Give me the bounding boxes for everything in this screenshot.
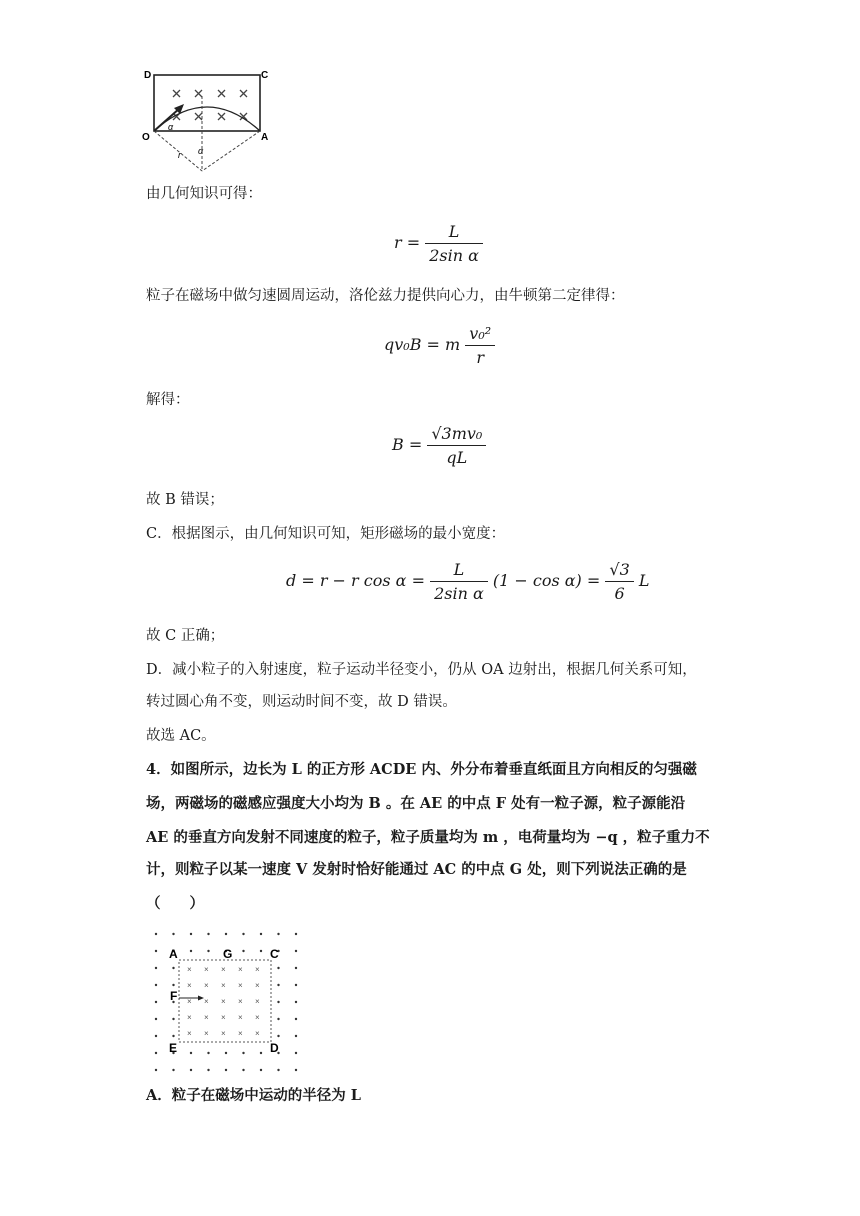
- equation-min-width: [286, 560, 649, 603]
- eq4-denominator-2: 6: [614, 584, 625, 603]
- field-cross: ×: [221, 981, 226, 990]
- field-cross: ×: [187, 965, 192, 974]
- field-dot: [225, 1052, 227, 1054]
- q4-line-4: 计，则粒子以某一速度 V 发射时恰好能通过 AC 的中点 G 处，则下列说法正确的是: [146, 861, 687, 878]
- eq2-numerator: v₀²: [465, 324, 495, 346]
- field-cross: ×: [204, 997, 209, 1006]
- solve-intro: 解得：: [146, 392, 190, 408]
- square-field-figure: [146, 928, 302, 1074]
- field-dot: [207, 1069, 209, 1071]
- label-D2: D: [270, 1041, 279, 1055]
- field-cross: ×: [238, 1029, 243, 1038]
- field-dot: [207, 1052, 209, 1054]
- c-intro: C．根据图示，由几何知识可知，矩形磁场的最小宽度：: [146, 526, 506, 542]
- d-line-1: D．减小粒子的入射速度，粒子运动半径变小，仍从 OA 边射出，根据几何关系可知，: [146, 662, 697, 678]
- field-dot: [190, 950, 192, 952]
- field-dot: [242, 1052, 244, 1054]
- field-dot: [172, 984, 174, 986]
- field-cross: ×: [255, 965, 260, 974]
- label-D: D: [144, 70, 152, 81]
- radius-line-right: [202, 131, 260, 171]
- field-dot: [155, 1035, 157, 1037]
- field-dot: [295, 967, 297, 969]
- eq3-lhs: B =: [392, 435, 423, 454]
- field-dot: [277, 1035, 279, 1037]
- eq4-denominator-1: 2sin α: [434, 584, 484, 603]
- field-dot: [155, 1018, 157, 1020]
- field-dot: [242, 1069, 244, 1071]
- field-dot: [172, 967, 174, 969]
- field-dot: [190, 933, 192, 935]
- field-dot: [242, 950, 244, 952]
- equation-radius: [394, 222, 483, 265]
- field-cross: ×: [238, 981, 243, 990]
- field-dot: [260, 933, 262, 935]
- q4-line-2: 场，两磁场的磁感应强度大小均为 B 。在 AE 的中点 F 处有一粒子源，粒子源能沿: [146, 795, 686, 812]
- field-cross: ×: [204, 1013, 209, 1022]
- field-dot: [155, 984, 157, 986]
- label-O: O: [142, 132, 150, 143]
- field-dot: [172, 1035, 174, 1037]
- eq1-numerator: L: [425, 222, 483, 244]
- eq4-lhs: d = r − r cos α =: [286, 571, 425, 590]
- label-A: A: [261, 132, 269, 143]
- field-dot: [172, 933, 174, 935]
- field-dot: [295, 1052, 297, 1054]
- field-cross: ×: [255, 1013, 260, 1022]
- field-cross: ×: [187, 997, 192, 1006]
- field-cross: ×: [238, 997, 243, 1006]
- q4-number: 4．: [146, 761, 171, 778]
- q4-line-1: [146, 760, 697, 780]
- field-dot: [155, 950, 157, 952]
- field-dot: [295, 950, 297, 952]
- eq3-denominator: qL: [446, 448, 468, 467]
- field-dot: [277, 984, 279, 986]
- field-cross: ×: [238, 965, 243, 974]
- c-right: 故 C 正确；: [146, 628, 225, 644]
- field-dot: [295, 1001, 297, 1003]
- eq1-denominator: 2sin α: [429, 246, 479, 265]
- field-cross: ×: [221, 1013, 226, 1022]
- field-cross: ×: [204, 1029, 209, 1038]
- b-wrong: 故 B 错误；: [146, 492, 224, 508]
- field-dot: [207, 933, 209, 935]
- field-dot: [295, 1069, 297, 1071]
- label-A2: A: [169, 947, 178, 961]
- field-cross: ×: [221, 1029, 226, 1038]
- option-a: A．粒子在磁场中运动的半径为 L: [146, 1087, 361, 1104]
- field-dot: [207, 950, 209, 952]
- field-cross: ×: [204, 965, 209, 974]
- field-dot: [172, 1018, 174, 1020]
- field-dot: [155, 1069, 157, 1071]
- field-dot: [277, 1001, 279, 1003]
- field-dot: [242, 933, 244, 935]
- field-dot: [155, 967, 157, 969]
- equation-lorentz: [384, 324, 495, 367]
- field-cross: ×: [187, 981, 192, 990]
- q4-text-1: 如图所示，边长为 L 的正方形 ACDE 内、外分布着垂直纸面且方向相反的匀强磁: [170, 761, 697, 778]
- field-dot: [260, 1052, 262, 1054]
- field-dot: [155, 933, 157, 935]
- field-dot: [277, 933, 279, 935]
- eq4-numerator-2: √3: [605, 560, 633, 582]
- field-dot: [172, 1069, 174, 1071]
- field-dot: [277, 967, 279, 969]
- magnetic-field-rectangle-figure: [140, 68, 270, 180]
- field-dot: [277, 1069, 279, 1071]
- field-dot: [260, 950, 262, 952]
- field-cross: ×: [221, 997, 226, 1006]
- field-cross: ×: [187, 1029, 192, 1038]
- eq1-lhs: r =: [394, 233, 421, 252]
- field-dot: [295, 1035, 297, 1037]
- field-dot: [225, 933, 227, 935]
- field-dot: [155, 1001, 157, 1003]
- lorentz-intro: 粒子在磁场中做匀速圆周运动，洛伦兹力提供向心力，由牛顿第二定律得：: [146, 288, 625, 304]
- d-line-2: 转过圆心角不变，则运动时间不变，故 D 错误。: [146, 694, 457, 710]
- field-dot: [155, 1052, 157, 1054]
- field-cross: ×: [255, 997, 260, 1006]
- label-F: F: [170, 989, 178, 1003]
- field-cross: ×: [221, 965, 226, 974]
- field-dot: [190, 1052, 192, 1054]
- eq4-tail: L: [638, 571, 650, 590]
- velocity-arrow: [154, 108, 180, 131]
- field-dot: [295, 984, 297, 986]
- eq3-numerator: √3mv₀: [427, 424, 486, 446]
- answer: 故选 AC。: [146, 728, 216, 744]
- eq4-numerator-1: L: [430, 560, 488, 582]
- field-dot: [225, 1069, 227, 1071]
- field-cross: ×: [238, 1013, 243, 1022]
- field-dot: [295, 1018, 297, 1020]
- field-dot: [260, 1069, 262, 1071]
- field-cross: ×: [255, 981, 260, 990]
- field-cross: ×: [187, 1013, 192, 1022]
- q4-line-3: AE 的垂直方向发射不同速度的粒子，粒子质量均为 m ，电荷量均为 −q ，粒子重力不: [146, 829, 710, 846]
- eq2-lhs: qv₀B = m: [384, 335, 461, 354]
- eq2-denominator: r: [476, 348, 485, 367]
- label-alpha: α: [168, 122, 174, 132]
- label-E: E: [169, 1041, 178, 1055]
- label-C: C: [261, 70, 269, 81]
- eq4-middle: (1 − cos α) =: [492, 571, 601, 590]
- label-C2: C: [270, 947, 279, 961]
- q4-bracket: （ ）: [146, 895, 204, 912]
- equation-b-field: [392, 424, 486, 467]
- label-alpha-center: α: [198, 146, 204, 156]
- field-cross: ×: [204, 981, 209, 990]
- field-cross: ×: [255, 1029, 260, 1038]
- field-dot: [295, 933, 297, 935]
- label-G: G: [223, 947, 233, 961]
- field-cross-marks: [173, 90, 247, 120]
- label-r: r: [178, 150, 181, 160]
- field-dot: [190, 1069, 192, 1071]
- geometry-intro: 由几何知识可得：: [146, 186, 262, 202]
- field-dot: [277, 1018, 279, 1020]
